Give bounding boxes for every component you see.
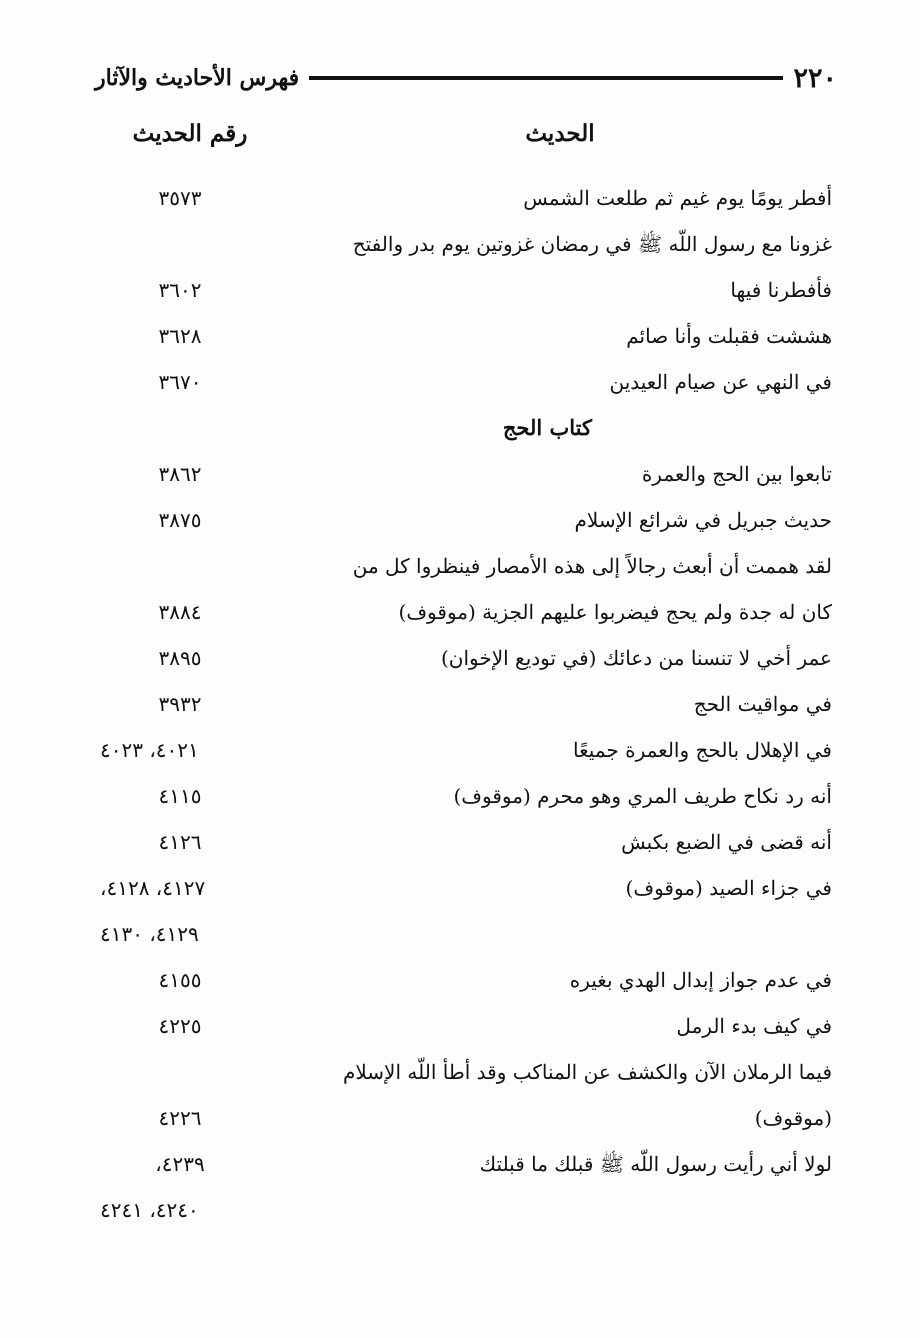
hadith-text: عمر أخي لا تنسنا من دعائك (في توديع الإخوان) <box>440 646 832 670</box>
hadith-text: لقد هممت أن أبعث رجالاً إلى هذه الأمصار فينظروا كل من <box>352 554 832 578</box>
index-entry <box>100 681 832 727</box>
index-entry <box>100 727 832 773</box>
index-entry <box>100 451 832 497</box>
hadith-number: ٣٨٦٢ <box>158 462 202 486</box>
index-entry <box>100 1049 832 1095</box>
hadith-text: كان له جدة ولم يحج فيضربوا عليهم الجزية (موقوف) <box>398 600 832 624</box>
hadith-text: هششت فقبلت وأنا صائم <box>626 324 832 348</box>
hadith-number: ٣٦٠٢ <box>158 278 202 302</box>
index-entry <box>100 635 832 681</box>
hadith-text: فيما الرملان الآن والكشف عن المناكب وقد أطأ اللّه الإسلام <box>342 1060 832 1084</box>
section-title: كتاب الحج <box>502 415 592 440</box>
hadith-number: ٣٨٧٥ <box>158 508 202 532</box>
hadith-number: ٤١٥٥ <box>158 968 202 992</box>
index-entry <box>100 773 832 819</box>
hadith-text: أفطر يومًا يوم غيم ثم طلعت الشمس <box>523 186 832 210</box>
hadith-text: في عدم جواز إبدال الهدي بغيره <box>569 968 832 992</box>
index-entry <box>100 1003 832 1049</box>
hadith-text: في كيف بدء الرمل <box>676 1014 832 1038</box>
hadith-text: غزونا مع رسول اللّه ﷺ في رمضان غزوتين يوم بدر والفتح <box>352 232 832 256</box>
hadith-number: ٤١٢٩، ٤١٣٠ <box>100 922 199 946</box>
index-entry <box>100 1095 832 1141</box>
hadith-number: ٣٩٣٢ <box>158 692 202 716</box>
index-entry <box>100 1187 832 1233</box>
hadith-text: أنه رد نكاح طريف المري وهو محرم (موقوف) <box>453 784 832 808</box>
hadith-text: تابعوا بين الحج والعمرة <box>641 462 832 486</box>
index-entry <box>100 819 832 865</box>
hadith-number: ٤٢٣٩، <box>155 1152 205 1176</box>
page-header <box>95 58 837 98</box>
hadith-number: ٤٠٢١، ٤٠٢٣ <box>100 738 199 762</box>
index-entry <box>100 221 832 267</box>
index-entry <box>100 175 832 221</box>
hadith-number: ٣٥٧٣ <box>158 186 202 210</box>
hadith-number: ٤٢٢٦ <box>158 1106 202 1130</box>
index-entry <box>100 1141 832 1187</box>
index-entry <box>100 267 832 313</box>
column-header-hadith: الحديث <box>525 120 595 147</box>
index-entry <box>100 589 832 635</box>
hadith-text: في الإهلال بالحج والعمرة جميعًا <box>573 738 832 762</box>
index-entry <box>100 911 832 957</box>
page-number: ٢٢٠ <box>793 62 837 94</box>
hadith-text: في جزاء الصيد (موقوف) <box>625 876 832 900</box>
index-entry <box>100 313 832 359</box>
hadith-text: في مواقيت الحج <box>693 692 832 716</box>
hadith-text: حديث جبريل في شرائع الإسلام <box>574 508 832 532</box>
index-entry <box>100 359 832 405</box>
column-header-hadith-number: رقم الحديث <box>132 120 248 147</box>
hadith-number: ٤١٢٦ <box>158 830 202 854</box>
hadith-number: ٣٦٢٨ <box>158 324 202 348</box>
hadith-number: ٤١٢٧، ٤١٢٨، <box>100 876 206 900</box>
hadith-text: أنه قضى في الضبع بكبش <box>621 830 832 854</box>
hadith-text: في النهي عن صيام العيدين <box>609 370 832 394</box>
index-entry <box>100 543 832 589</box>
index-entry <box>100 957 832 1003</box>
hadith-text: فأفطرنا فيها <box>730 278 832 302</box>
section-heading <box>100 405 832 451</box>
hadith-number: ٣٨٨٤ <box>158 600 202 624</box>
header-rule <box>309 76 783 80</box>
hadith-number: ٤١١٥ <box>158 784 202 808</box>
index-entry <box>100 865 832 911</box>
hadith-number: ٤٢٤٠، ٤٢٤١ <box>100 1198 199 1222</box>
hadith-number: ٣٨٩٥ <box>158 646 202 670</box>
hadith-text: لولا أني رأيت رسول اللّه ﷺ قبلك ما قبلتك <box>479 1152 832 1176</box>
hadith-number: ٣٦٧٠ <box>158 370 202 394</box>
running-title: فهرس الأحاديث والآثار <box>95 65 300 91</box>
index-entry <box>100 497 832 543</box>
hadith-number: ٤٢٢٥ <box>158 1014 202 1038</box>
hadith-text: (موقوف) <box>754 1106 832 1130</box>
